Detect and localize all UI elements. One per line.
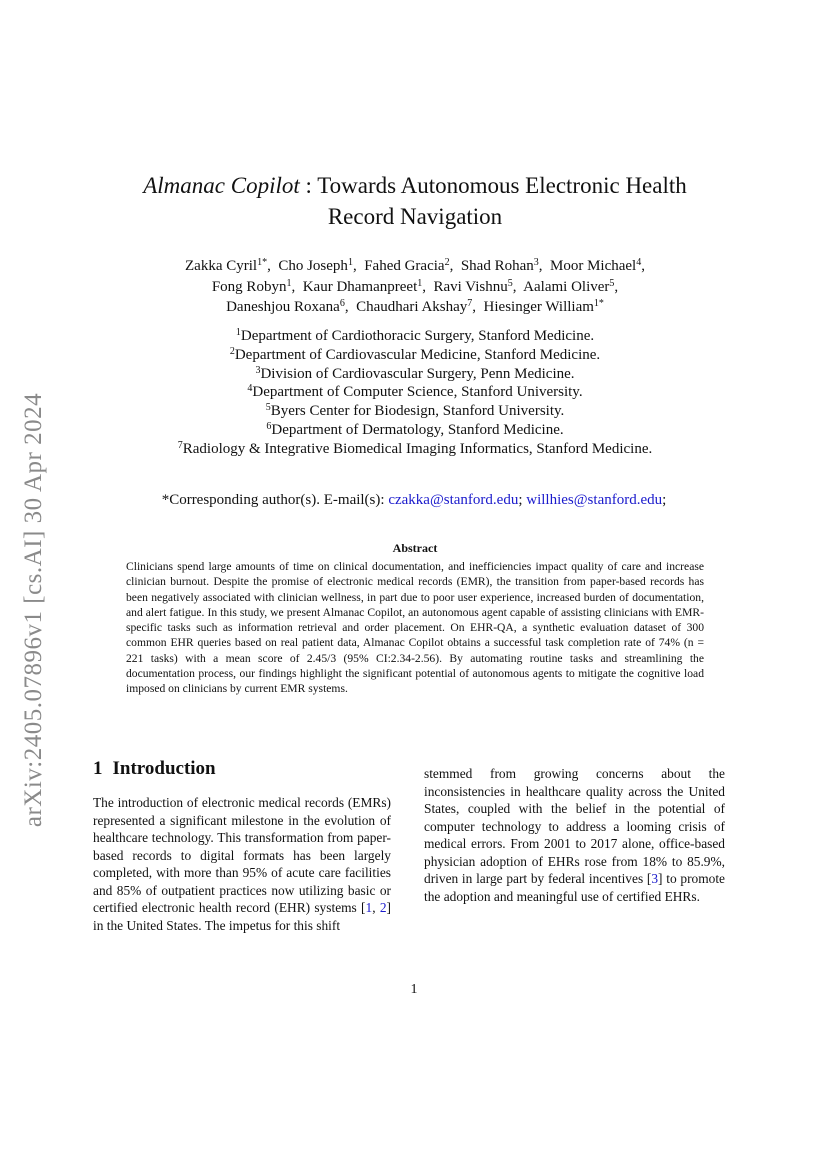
- author: Daneshjou Roxana$^6$,: [226, 298, 349, 315]
- author: Fahed Gracia$^2$,: [364, 257, 454, 274]
- affiliation: $^4$Department of Computer Science, Stanford University.: [247, 383, 583, 401]
- author-list: [110, 256, 720, 318]
- author: Fong Robyn$^1$,: [211, 277, 296, 295]
- author: Cho Joseph$^1$,: [278, 257, 357, 274]
- author: Chaudhari Akshay$^7$,: [356, 298, 477, 315]
- corresponding-author: *Corresponding author(s). E-mail(s): czakka@stanford.edu; willhies@stanford.edu;: [161, 492, 667, 508]
- author: Hiesinger William$^{1*}$: [483, 298, 604, 315]
- affiliation: $^7$Radiology & Integrative Biomedical Imaging Informatics, Stanford Medicine.: [177, 439, 653, 457]
- corresponding-label: *Corresponding author(s). E-mail(s):: [161, 492, 389, 508]
- author: Ravi Vishnu$^5$,: [433, 277, 517, 295]
- intro-left-column: The introduction of electronic medical records (EMRs) represented a significant milestone in the evolution of healthcare technology. This transformation from paper-based records to digital formats has been largely completed, with more than 95% of acute care facilities and 85% of outpatient practices now utilizing basic or certified electronic health record (EHR) systems [1, 2] in the United States. The impetus for this shift: [93, 795, 391, 933]
- intro-right-column: stemmed from growing concerns about the inconsistencies in healthcare quality across the United States, coupled with the belief in the potential of computer technology to address a looming crisis of medical errors. From 2001 to 2017 alone, office-based physician adoption of EHRs rose from 18% to 85.9%, driven in large part by federal incentives [3] to promote the adoption and meaningful use of certified EHRs.: [424, 766, 725, 904]
- abstract-heading: Abstract: [392, 541, 438, 555]
- author: Kaur Dhamanpreet$^1$,: [302, 277, 426, 295]
- affiliation: $^1$Department of Cardiothoracic Surgery, Stanford Medicine.: [235, 327, 595, 344]
- paper-title-rest: : Towards Autonomous Electronic Health Record Navigation: [299, 173, 687, 229]
- section-heading: [93, 758, 216, 780]
- page-number: 1: [410, 982, 418, 997]
- author: Aalami Oliver$^5$,: [523, 277, 619, 295]
- affiliation: $^2$Department of Cardiovascular Medicine, Stanford Medicine.: [229, 345, 601, 363]
- author: Moor Michael$^4$,: [550, 257, 645, 274]
- author: Shad Rohan$^3$,: [460, 257, 543, 274]
- author: Zakka Cyril$^{1*}$,: [185, 257, 271, 274]
- affiliation: $^5$Byers Center for Biodesign, Stanford University.: [265, 402, 565, 420]
- affiliation: $^3$Division of Cardiovascular Surgery, Penn Medicine.: [255, 364, 575, 382]
- email-link[interactable]: czakka@stanford.edu: [388, 492, 519, 508]
- email-link[interactable]: willhies@stanford.edu: [526, 492, 663, 508]
- paper-title-italic: Almanac Copilot: [143, 173, 300, 198]
- abstract-body: Clinicians spend large amounts of time on clinical documentation, and inefficiencies impact quality of care and increase clinician burnout. Despite the promise of electronic medical records (EMR), the transition from paper-based records has been negatively associated with clinician wellness, in part due to poor user experience, increased burden of documentation, and alert fatigue. In this study, we present Almanac Copilot, an autonomous agent capable of assisting clinicians with EMR-specific tasks such as information retrieval and order placement. On EHR-QA, a synthetic evaluation dataset of 300 common EHR queries based on real patient data, Almanac Copilot obtains a successful task completion rate of 74% (n = 221 tasks) with a mean score of 2.45/3 (95% CI:2.34-2.56). By automating routine tasks and streamlining the documentation process, our findings highlight the significant potential of autonomous agents to mitigate the cognitive load imposed on clinicians by current EMR systems.: [126, 560, 704, 696]
- affiliation: $^6$Department of Dermatology, Stanford Medicine.: [266, 420, 564, 438]
- citation-link[interactable]: 3: [651, 871, 659, 886]
- affiliation-list: [110, 327, 720, 459]
- arxiv-identifier: [14, 370, 54, 850]
- paper-title: [110, 170, 720, 232]
- arxiv-identifier-text: arXiv:2405.07896v1 [cs.AI] 30 Apr 2024: [20, 392, 48, 828]
- citation-link[interactable]: 2: [379, 900, 387, 915]
- section-title: Introduction: [112, 758, 216, 779]
- section-number: 1: [93, 758, 103, 779]
- citation-link[interactable]: 1: [365, 900, 373, 915]
